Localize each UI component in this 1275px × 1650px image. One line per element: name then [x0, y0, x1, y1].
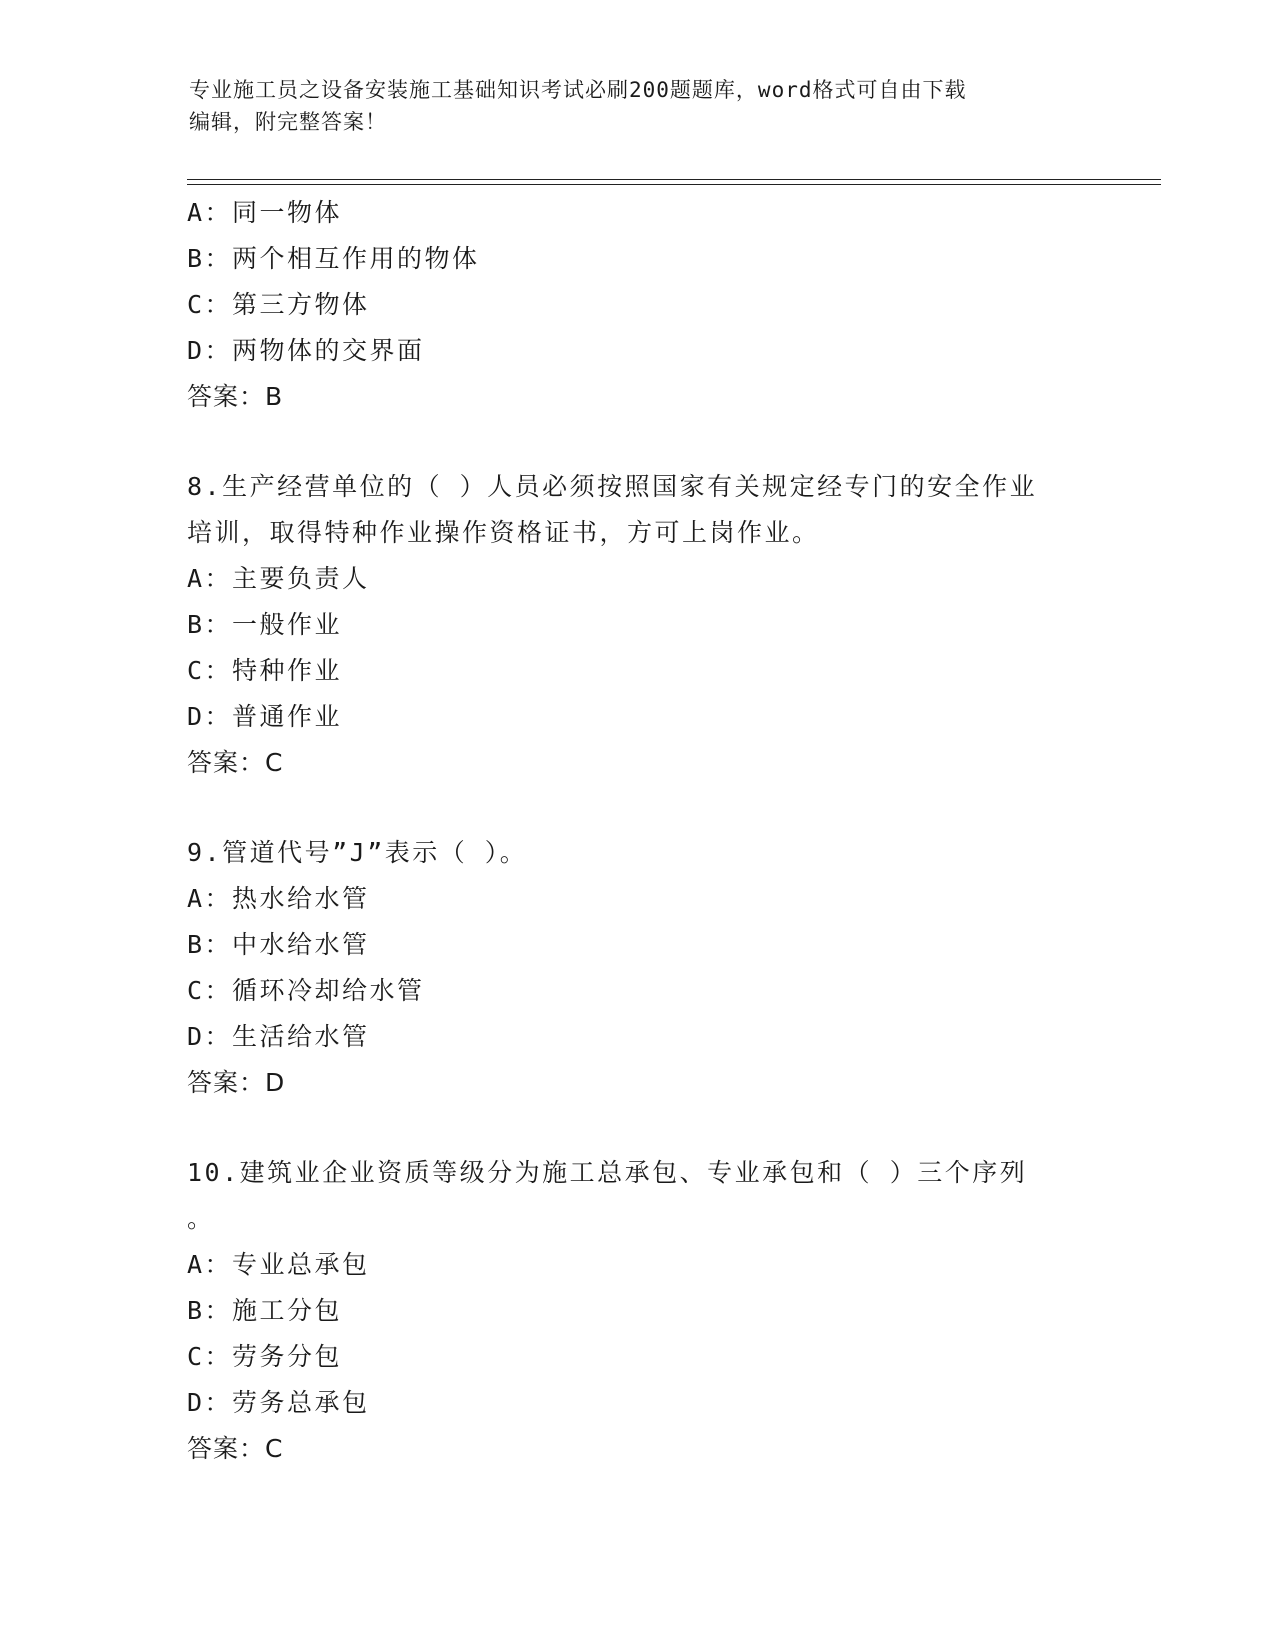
- option-c: C：劳务分包: [187, 1342, 343, 1371]
- answer: 答案：D: [187, 1068, 286, 1097]
- option-b: B：一般作业: [187, 610, 343, 639]
- question-9: [187, 830, 1107, 1106]
- question-8: [187, 464, 1107, 786]
- header-divider-top: [187, 179, 1161, 180]
- question-7: [187, 190, 1107, 420]
- answer: 答案：B: [187, 382, 284, 411]
- option-a: A：同一物体: [187, 198, 343, 227]
- document-header: [189, 74, 1089, 138]
- option-d: D：两物体的交界面: [187, 336, 425, 365]
- option-a: A：主要负责人: [187, 564, 370, 593]
- question-list: [187, 190, 1107, 1472]
- header-line-2: 编辑，附完整答案！: [189, 110, 387, 134]
- option-c: C：特种作业: [187, 656, 343, 685]
- answer: 答案：C: [187, 1434, 284, 1463]
- spacer: [187, 420, 1107, 464]
- answer: 答案：C: [187, 748, 284, 777]
- option-a: A：专业总承包: [187, 1250, 370, 1279]
- option-d: D：普通作业: [187, 702, 343, 731]
- header-divider-bottom: [187, 184, 1161, 185]
- question-text-line-1: 9.管道代号”J”表示（ ）。: [187, 838, 528, 867]
- question-10: [187, 1150, 1107, 1472]
- option-d: D：劳务总承包: [187, 1388, 370, 1417]
- question-text-line-2: 培训，取得特种作业操作资格证书，方可上岗作业。: [187, 518, 820, 547]
- option-b: B：两个相互作用的物体: [187, 244, 480, 273]
- option-b: B：中水给水管: [187, 930, 370, 959]
- question-text-line-1: 10.建筑业企业资质等级分为施工总承包、专业承包和（ ）三个序列: [187, 1158, 1028, 1187]
- spacer: [187, 1106, 1107, 1150]
- question-text-line-1: 8.生产经营单位的（ ）人员必须按照国家有关规定经专门的安全作业: [187, 472, 1038, 501]
- spacer: [187, 786, 1107, 830]
- option-b: B：施工分包: [187, 1296, 343, 1325]
- header-line-1: 专业施工员之设备安装施工基础知识考试必刷200题题库，word格式可自由下载: [189, 78, 967, 102]
- question-text-line-2: 。: [187, 1204, 215, 1233]
- option-c: C：第三方物体: [187, 290, 370, 319]
- option-d: D：生活给水管: [187, 1022, 370, 1051]
- option-c: C：循环冷却给水管: [187, 976, 425, 1005]
- option-a: A：热水给水管: [187, 884, 370, 913]
